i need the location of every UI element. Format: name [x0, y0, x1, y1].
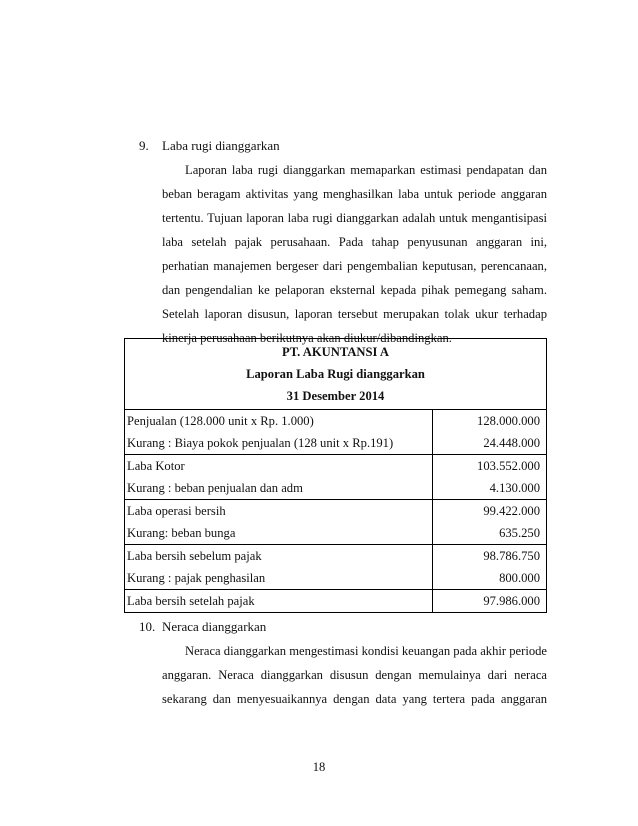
section-10-heading — [139, 619, 266, 635]
paragraph-line: laba setelah pajak perusahaan. Pada tahap penyusunan anggaran ini, — [162, 235, 547, 249]
section-9-title: Laba rugi dianggarkan — [162, 138, 280, 153]
paragraph-line: anggaran. Neraca dianggarkan disusun dengan memulainya dari neraca — [162, 668, 547, 682]
row-labels — [125, 590, 433, 613]
row-value: 97.986.000 — [483, 594, 540, 608]
row-label: Kurang : beban penjualan dan adm — [127, 481, 303, 495]
row-values — [433, 590, 547, 613]
paragraph-line: dan pengendalian ke pelaporan eksternal kepada pihak pemegang saham. — [162, 283, 547, 297]
row-value: 635.250 — [499, 526, 540, 540]
row-value: 103.552.000 — [477, 459, 540, 473]
section-9-heading — [139, 138, 280, 154]
paragraph-line: beban beragam aktivitas yang menghasilkan laba untuk periode anggaran — [162, 187, 547, 201]
row-value: 99.422.000 — [483, 504, 540, 518]
row-label: Laba bersih sebelum pajak — [127, 549, 262, 563]
report-date: 31 Desember 2014 — [286, 389, 385, 403]
paragraph-line: tertentu. Tujuan laporan laba rugi dianggarkan adalah untuk mengantisipasi — [162, 211, 547, 225]
table-header — [125, 339, 547, 410]
row-labels — [125, 410, 433, 455]
row-value: 98.786.750 — [483, 549, 540, 563]
table-header-row — [125, 339, 547, 410]
row-values — [433, 410, 547, 455]
row-label: Laba Kotor — [127, 459, 185, 473]
row-label: Penjualan (128.000 unit x Rp. 1.000) — [127, 414, 314, 428]
table-row — [125, 545, 547, 590]
row-labels — [125, 500, 433, 545]
row-value: 800.000 — [499, 571, 540, 585]
paragraph-line: kinerja perusahaan berikutnya akan diukur/dibandingkan. — [162, 331, 452, 345]
page-number: 18 — [312, 760, 326, 774]
section-10-number: 10. — [139, 619, 156, 634]
section-9-number: 9. — [139, 138, 149, 153]
row-labels — [125, 455, 433, 500]
paragraph-line: perhatian manajemen bergeser dari pengembalian keputusan, perencanaan, — [162, 259, 547, 273]
row-values — [433, 455, 547, 500]
row-values — [433, 500, 547, 545]
company-name: PT. AKUNTANSI A — [282, 345, 389, 359]
paragraph-line: Neraca dianggarkan mengestimasi kondisi keuangan pada akhir periode — [185, 644, 547, 658]
table-row — [125, 500, 547, 545]
row-value: 128.000.000 — [477, 414, 540, 428]
paragraph-line: Laporan laba rugi dianggarkan memaparkan estimasi pendapatan dan — [185, 163, 547, 177]
row-value: 24.448.000 — [483, 436, 540, 450]
row-labels — [125, 545, 433, 590]
row-label: Kurang: beban bunga — [127, 526, 236, 540]
table-row — [125, 590, 547, 613]
row-label: Laba bersih setelah pajak — [127, 594, 255, 608]
table-row — [125, 455, 547, 500]
row-values — [433, 545, 547, 590]
income-statement-table — [124, 338, 547, 613]
row-value: 4.130.000 — [489, 481, 540, 495]
row-label: Kurang : Biaya pokok penjualan (128 unit x Rp.191) — [127, 436, 394, 450]
report-title: Laporan Laba Rugi dianggarkan — [246, 367, 425, 381]
paragraph-line: Setelah laporan disusun, laporan tersebut merupakan tolak ukur terhadap — [162, 307, 547, 321]
paragraph-line: sekarang dan menyesuaikannya dengan data yang tertera pada anggaran — [162, 692, 547, 706]
table-row — [125, 410, 547, 455]
section-10-title: Neraca dianggarkan — [162, 619, 267, 634]
row-label: Kurang : pajak penghasilan — [127, 571, 266, 585]
row-label: Laba operasi bersih — [127, 504, 226, 518]
